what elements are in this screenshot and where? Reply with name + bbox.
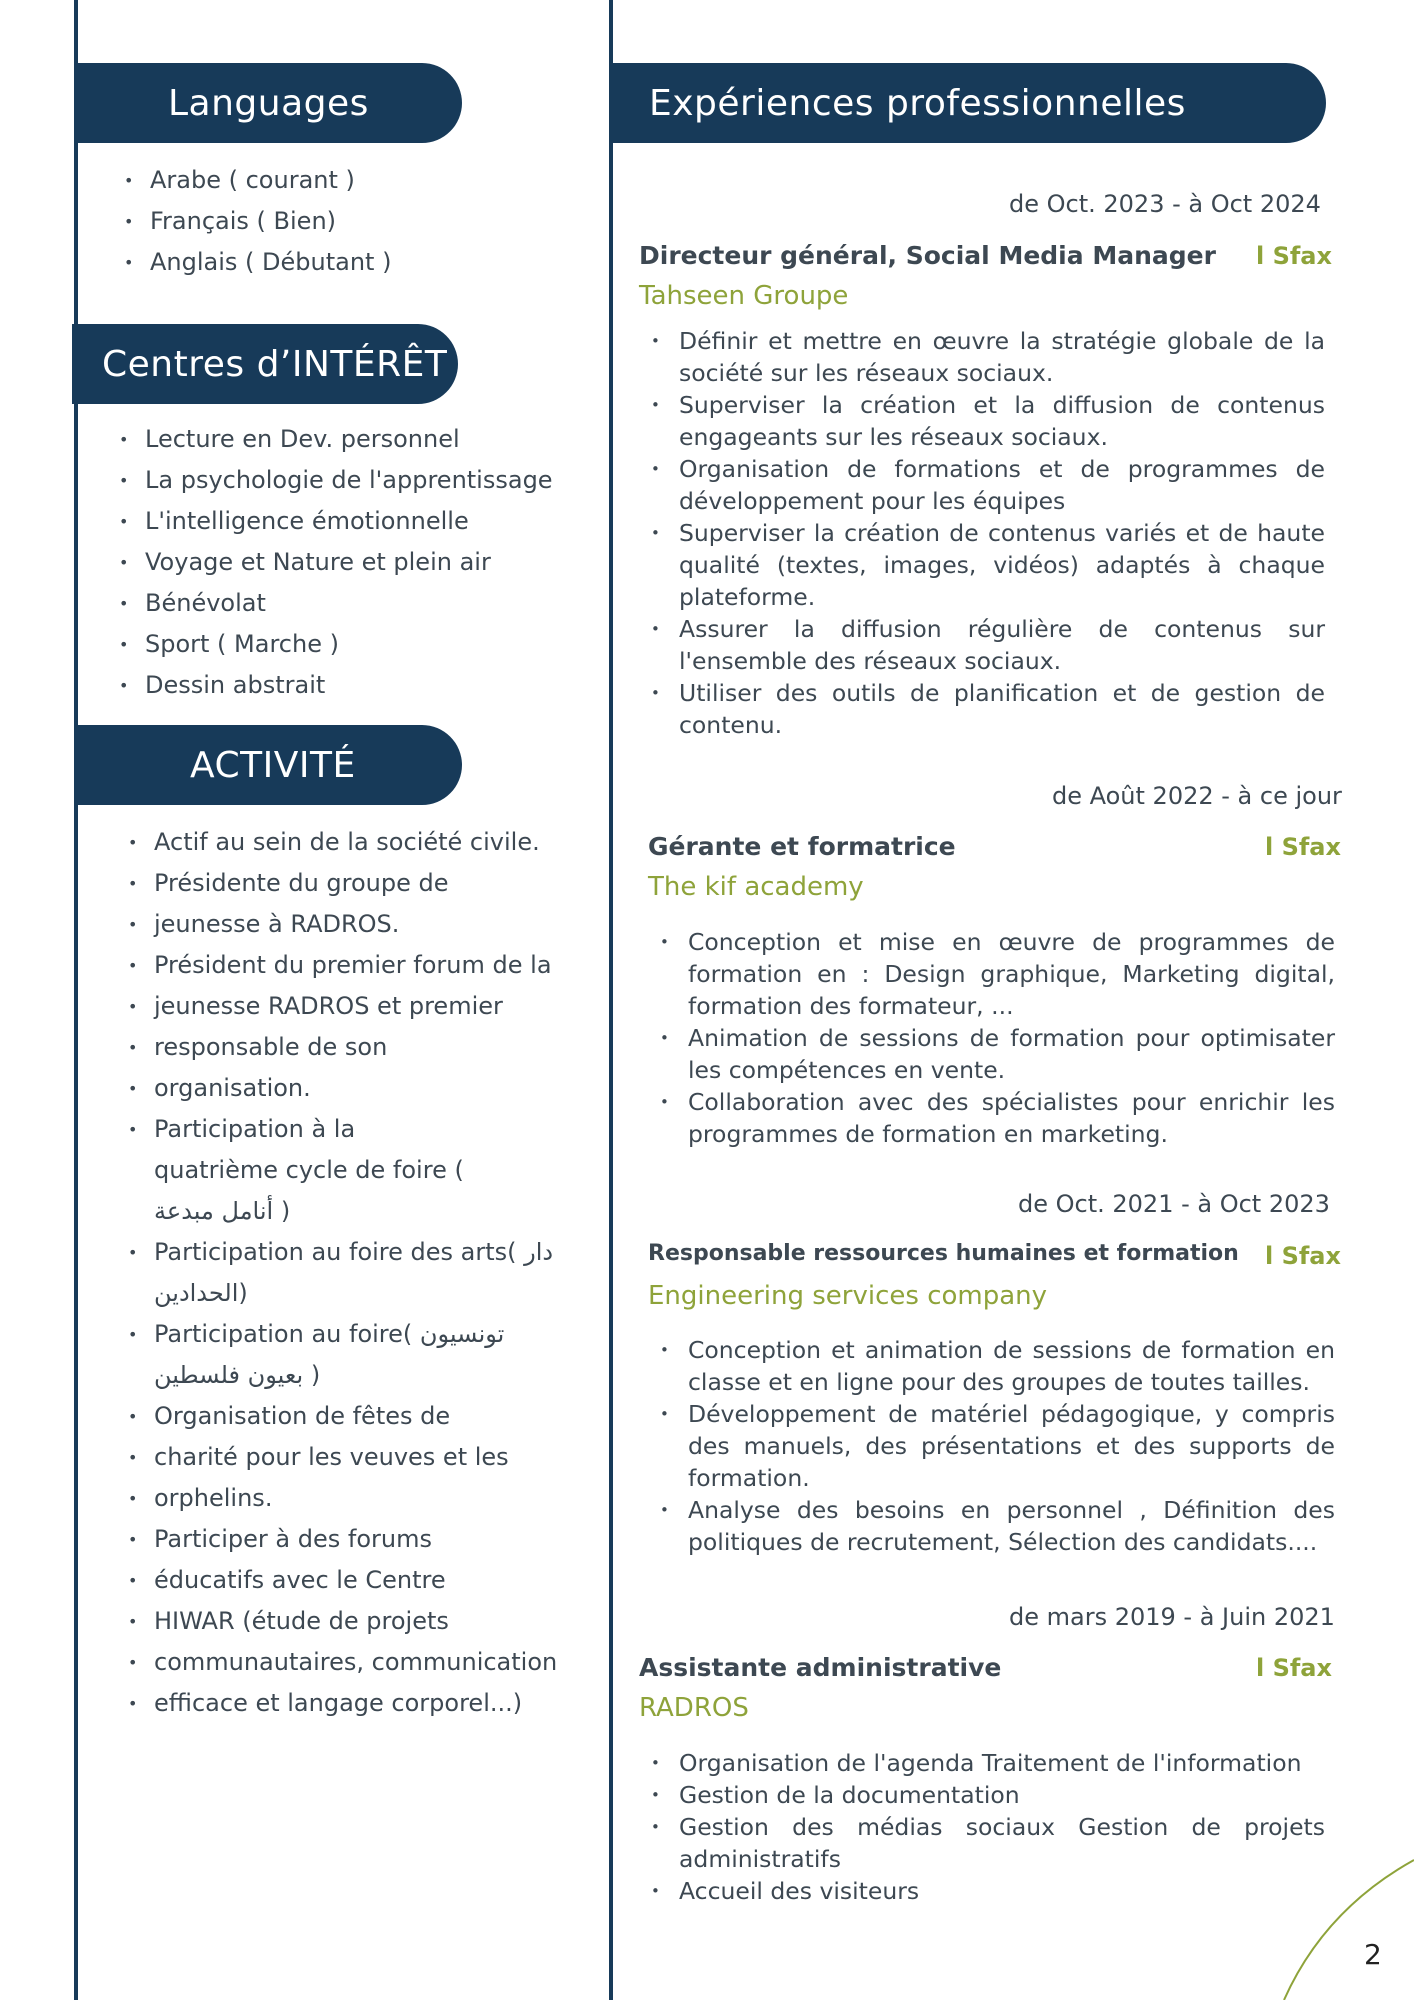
corner-arc-decoration (1274, 1850, 1414, 2000)
job-title: Directeur général, Social Media Manager (639, 241, 1216, 270)
job-title: Responsable ressources humaines et formation (648, 1241, 1239, 1266)
job-date: de Oct. 2023 - à Oct 2024 (1009, 190, 1321, 218)
list-item: • Participation au foire des arts( دار الحدادين) (128, 1232, 574, 1314)
interests-list (119, 419, 579, 706)
experience-header (613, 63, 1326, 143)
list-item: • L'intelligence émotionnelle (119, 501, 579, 542)
languages-list (124, 160, 424, 283)
job-date: de Oct. 2021 - à Oct 2023 (1018, 1190, 1330, 1218)
page-number: 2 (1364, 1938, 1382, 1971)
list-item: • Sport ( Marche ) (119, 624, 579, 665)
list-item: • Utiliser des outils de planification et de gestion de contenu. (639, 677, 1325, 741)
list-item: • efficace et langage corporel...) (128, 1683, 568, 1724)
list-item: • jeunesse RADROS et premier (128, 986, 568, 1027)
job-company: The kif academy (648, 872, 864, 902)
list-item: • Président du premier forum de la (128, 945, 568, 986)
interests-title: Centres d’INTÉRÊT (102, 343, 448, 385)
left-divider-line (74, 0, 78, 2000)
activity-header (78, 725, 462, 805)
list-item: • jeunesse à RADROS. (128, 904, 568, 945)
list-item: • Collaboration avec des spécialistes pour enrichir les programmes de formation en marketing. (648, 1086, 1335, 1150)
job-location: l Sfax (1256, 1654, 1332, 1682)
list-item: • Conception et mise en œuvre de programmes de formation en : Design graphique, Marketing digital, formation des formateur, ... (648, 926, 1335, 1022)
list-item: • charité pour les veuves et les (128, 1437, 568, 1478)
list-item: • Bénévolat (119, 583, 579, 624)
list-item: • Voyage et Nature et plein air (119, 542, 579, 583)
list-item: • Participation à la quatrième cycle de foire ( أنامل مبدعة ) (128, 1109, 484, 1232)
list-item: • Animation de sessions de formation pour optimisater les compétences en vente. (648, 1022, 1335, 1086)
job-company: Tahseen Groupe (639, 281, 849, 311)
job-bullets (639, 1747, 1325, 1907)
list-item: • Dessin abstrait (119, 665, 579, 706)
list-item: • HIWAR (étude de projets (128, 1601, 568, 1642)
center-divider-line (609, 0, 613, 2000)
list-item: • organisation. (128, 1068, 568, 1109)
list-item: • Superviser la création de contenus variés et de haute qualité (textes, images, vidéos) adaptés à chaque plateforme. (639, 517, 1325, 613)
list-item: • Français ( Bien) (124, 201, 424, 242)
list-item: • Analyse des besoins en personnel , Définition des politiques de recrutement, Sélection des candidats.... (648, 1494, 1335, 1558)
list-item: • Développement de matériel pédagogique, y compris des manuels, des présentations et des supports de formation. (648, 1398, 1335, 1494)
activity-title: ACTIVITÉ (190, 744, 356, 786)
list-item: • Participer à des forums (128, 1519, 568, 1560)
list-item: • Organisation de l'agenda Traitement de l'information (639, 1747, 1325, 1779)
job-bullets (648, 1334, 1335, 1558)
job-title: Gérante et formatrice (648, 832, 956, 861)
languages-title: Languages (168, 82, 369, 124)
list-item: • Définir et mettre en œuvre la stratégie globale de la société sur les réseaux sociaux. (639, 325, 1325, 389)
job-location: l Sfax (1265, 1242, 1341, 1270)
languages-header (78, 63, 462, 143)
list-item: • Assurer la diffusion régulière de contenus sur l'ensemble des réseaux sociaux. (639, 613, 1325, 677)
list-item: • Actif au sein de la société civile. (128, 822, 568, 863)
job-date: de mars 2019 - à Juin 2021 (1009, 1603, 1335, 1631)
list-item: • communautaires, communication (128, 1642, 568, 1683)
list-item: • La psychologie de l'apprentissage (119, 460, 579, 501)
list-item: • Superviser la création et la diffusion de contenus engageants sur les réseaux sociaux. (639, 389, 1325, 453)
list-item: • Organisation de fêtes de (128, 1396, 568, 1437)
job-company: Engineering services company (648, 1281, 1048, 1311)
list-item: • Arabe ( courant ) (124, 160, 424, 201)
list-item: • Accueil des visiteurs (639, 1875, 1325, 1907)
list-item: • orphelins. (128, 1478, 568, 1519)
job-bullets (639, 325, 1325, 741)
list-item: • Gestion de la documentation (639, 1779, 1325, 1811)
job-bullets (648, 926, 1335, 1150)
job-location: l Sfax (1265, 833, 1341, 861)
job-date: de Août 2022 - à ce jour (1052, 782, 1342, 810)
activity-list (128, 822, 568, 1724)
list-item: • responsable de son (128, 1027, 568, 1068)
job-title: Assistante administrative (639, 1653, 1002, 1682)
job-location: l Sfax (1256, 242, 1332, 270)
job-company: RADROS (639, 1693, 749, 1723)
list-item: • Lecture en Dev. personnel (119, 419, 579, 460)
interests-header (72, 324, 458, 404)
list-item: • Gestion des médias sociaux Gestion de projets administratifs (639, 1811, 1325, 1875)
experience-title: Expériences professionnelles (649, 82, 1186, 124)
list-item: • éducatifs avec le Centre (128, 1560, 568, 1601)
list-item: • Participation au foire( تونسيون بعيون فلسطين ) (128, 1314, 524, 1396)
list-item: • Organisation de formations et de programmes de développement pour les équipes (639, 453, 1325, 517)
list-item: • Anglais ( Débutant ) (124, 242, 424, 283)
list-item: • Conception et animation de sessions de formation en classe et en ligne pour des groupes de toutes tailles. (648, 1334, 1335, 1398)
list-item: • Présidente du groupe de (128, 863, 568, 904)
